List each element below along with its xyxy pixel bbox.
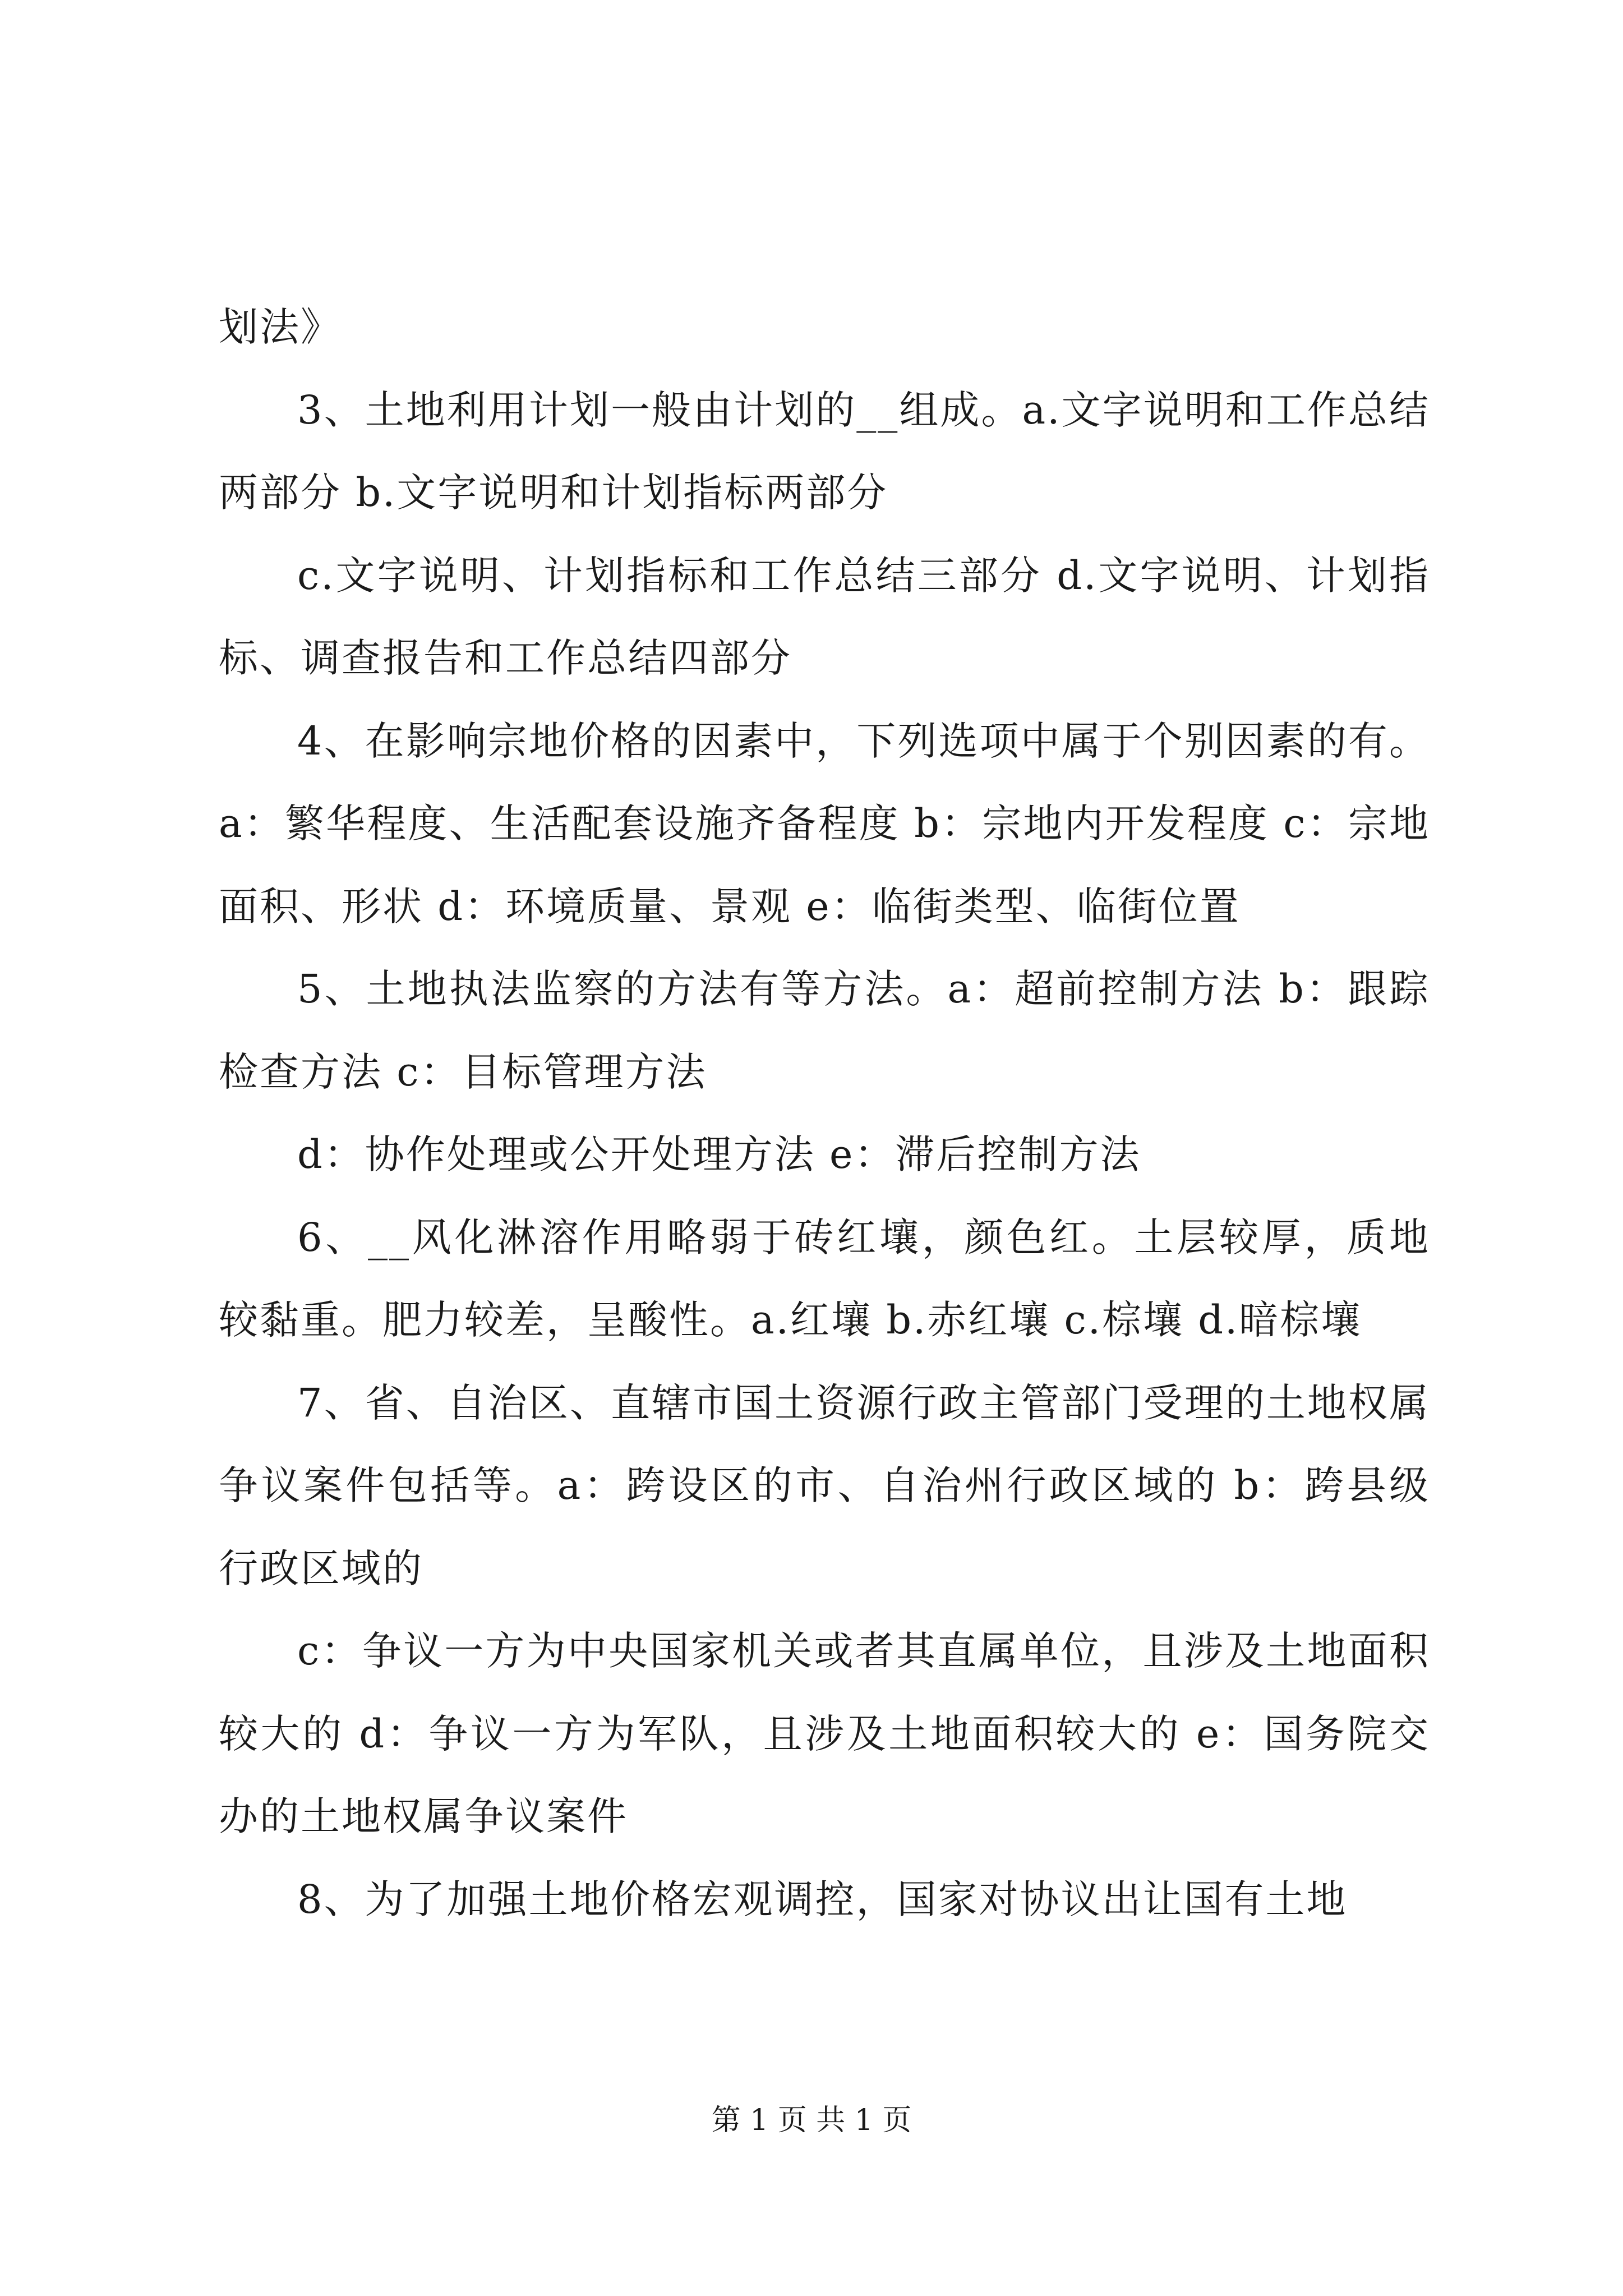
paragraph-8: c：争议一方为中央国家机关或者其直属单位，且涉及土地面积较大的 d：争议一方为军队，且涉及土地面积较大的 e：国务院交办的土地权属争议案件 <box>219 1628 1430 1839</box>
paragraph-0: 划法》 <box>219 304 342 350</box>
page-footer <box>0 2102 1623 2138</box>
paragraph-3: 4、在影响宗地价格的因素中，下列选项中属于个别因素的有。a：繁华程度、生活配套设施齐备程度 b：宗地内开发程度 c：宗地面积、形状 d：环境质量、景观 e：临街类型、临街位置 <box>219 717 1430 930</box>
paragraph-4: 5、土地执法监察的方法有等方法。a：超前控制方法 b：跟踪检查方法 c：目标管理方法 <box>219 966 1430 1095</box>
page-number-label: 第 1 页 共 1 页 <box>711 2104 912 2137</box>
paragraph-6: 6、__风化淋溶作用略弱于砖红壤，颜色红。土层较厚，质地较黏重。肥力较差，呈酸性。a.红壤 b.赤红壤 c.棕壤 d.暗棕壤 <box>219 1214 1430 1343</box>
paragraph-5: d：协作处理或公开处理方法 e：滞后控制方法 <box>297 1131 1141 1177</box>
document-body <box>219 286 1430 1941</box>
paragraph-1: 3、土地利用计划一般由计划的__组成。a.文字说明和工作总结两部分 b.文字说明和计划指标两部分 <box>219 386 1430 516</box>
paragraph-2: c.文字说明、计划指标和工作总结三部分 d.文字说明、计划指标、调查报告和工作总结四部分 <box>219 552 1430 681</box>
paragraph-7: 7、省、自治区、直辖市国土资源行政主管部门受理的土地权属争议案件包括等。a：跨设区的市、自治州行政区域的 b：跨县级行政区域的 <box>219 1379 1430 1591</box>
paragraph-9: 8、为了加强土地价格宏观调控，国家对协议出让国有土地 <box>297 1876 1348 1922</box>
